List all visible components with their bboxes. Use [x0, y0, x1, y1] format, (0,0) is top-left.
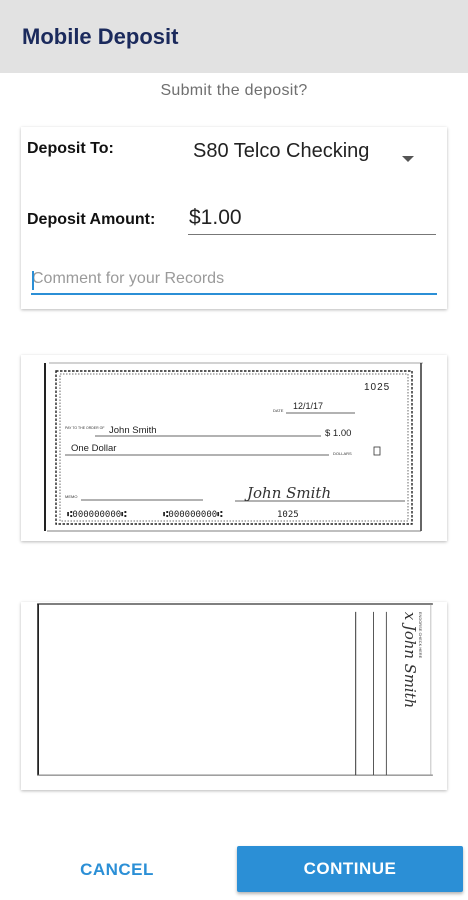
- signature: John Smith: [247, 484, 332, 502]
- app-title: Mobile Deposit: [22, 24, 179, 49]
- app-bar: [0, 0, 468, 73]
- account-value: S80 Telco Checking: [193, 140, 370, 162]
- confirm-prompt: Submit the deposit?: [160, 82, 308, 99]
- check-front-svg: [21, 355, 447, 541]
- micr-number: 1025: [277, 510, 299, 520]
- amount-field[interactable]: [188, 203, 436, 235]
- pay-to-label: PAY TO THE ORDER OF: [65, 426, 105, 430]
- comment-field[interactable]: [31, 265, 437, 295]
- check-back-image[interactable]: [21, 602, 447, 790]
- deposit-to-label: Deposit To:: [27, 140, 114, 157]
- amount-box: $ 1.00: [325, 428, 352, 439]
- endorse-label: ENDORSE CHECK HERE: [418, 611, 424, 659]
- deposit-form-card: [21, 127, 447, 309]
- micr-routing: ⑆000000000⑆: [67, 510, 127, 520]
- cancel-button[interactable]: CANCEL: [80, 860, 154, 879]
- date-value: 12/1/17: [293, 401, 324, 411]
- micr-account: ⑆000000000⑆: [163, 510, 223, 520]
- comment-input[interactable]: [31, 265, 437, 293]
- dollars-label: DOLLARS: [333, 451, 352, 456]
- check-number: 1025: [364, 382, 391, 393]
- written-amount: One Dollar: [71, 443, 117, 454]
- date-label: DATE: [273, 408, 284, 413]
- memo-label: MEMO: [65, 494, 78, 499]
- payee-name: John Smith: [109, 425, 157, 436]
- text-cursor: [32, 271, 34, 290]
- amount-value: $1.00: [189, 206, 242, 229]
- endorsement-signature: x John Smith: [401, 611, 419, 709]
- check-back-svg: [21, 602, 447, 788]
- deposit-amount-label: Deposit Amount:: [27, 211, 156, 228]
- check-front-image[interactable]: [21, 355, 447, 541]
- dropdown-arrow-icon[interactable]: [402, 156, 414, 162]
- continue-button[interactable]: CONTINUE: [237, 846, 463, 892]
